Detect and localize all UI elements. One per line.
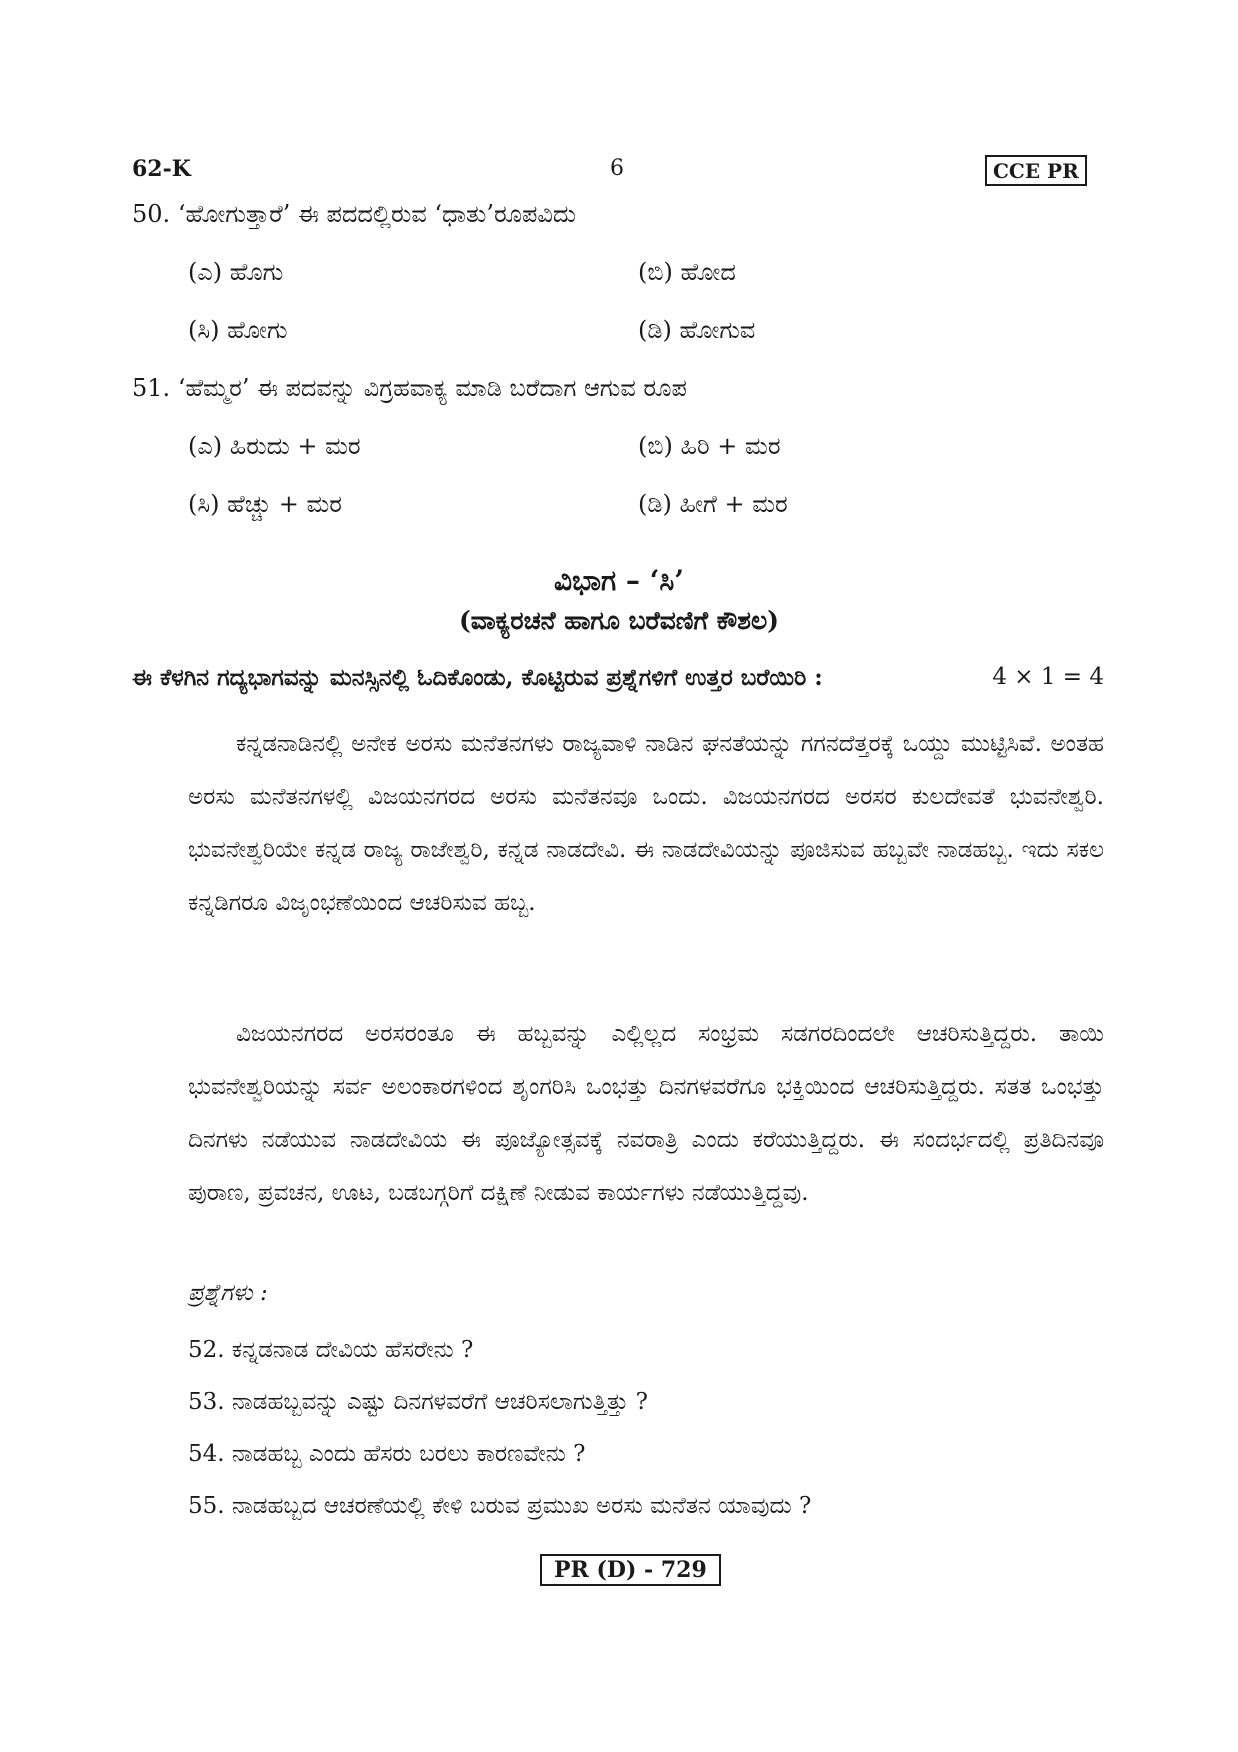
marks-allocation: 4 × 1 = 4 <box>992 664 1104 690</box>
page-number: 6 <box>610 156 624 181</box>
option-text: ಹೊಗು <box>229 258 284 286</box>
section-title: ವಿಭಾಗ – ‘ಸಿ’ <box>553 564 685 597</box>
question-51 <box>132 372 687 404</box>
question-50 <box>132 198 576 230</box>
question-52 <box>188 1334 473 1366</box>
option-d <box>638 488 788 520</box>
question-number: 52. <box>188 1337 225 1363</box>
section-subtitle: (ವಾಕ್ಯರಚನೆ ಹಾಗೂ ಬರೆವಣಿಗೆ ಕೌಶಲ) <box>458 606 780 635</box>
option-label: (ಡಿ) <box>638 490 672 518</box>
option-text: ಹೋಗು <box>227 316 288 344</box>
question-number: 53. <box>188 1389 225 1415</box>
question-number: 51. <box>132 374 171 402</box>
passage-paragraph-2: ವಿಜಯನಗರದ ಅರಸರಂತೂ ಈ ಹಬ್ಬವನ್ನು ಎಲ್ಲಿಲ್ಲದ ಸಂಭ್ರಮ ಸಡಗರದಿಂದಲೇ ಆಚರಿಸುತ್ತಿದ್ದರು. ತಾಯಿ ಭುವನೇಶ್ವರಿಯನ್ನು ಸರ್ವ ಅಲಂಕಾರಗಳಿಂದ ಶೃಂಗರಿಸಿ ಒಂಭತ್ತು ದಿನಗಳವರೆಗೂ ಭಕ್ತಿಯಿಂದ ಆಚರಿಸುತ್ತಿದ್ದರು. ಸತತ ಒಂಭತ್ತು ದಿನಗಳು ನಡೆಯುವ ನಾಡದೇವಿಯ ಈ ಪೂಜ್ಯೋತ್ಸವಕ್ಕೆ ನವರಾತ್ರಿ ಎಂದು ಕರೆಯುತ್ತಿದ್ದರು. ಈ ಸಂದರ್ಭದಲ್ಲಿ ಪ್ರತಿದಿನವೂ ಪುರಾಣ, ಪ್ರವಚನ, ಊಟ, ಬಡಬಗ್ಗರಿಗೆ ದಕ್ಷಿಣೆ ನೀಡುವ ಕಾರ್ಯಗಳು ನಡೆಯುತ್ತಿದ್ದವು. <box>188 1021 1104 1206</box>
question-text: ನಾಡಹಬ್ಬವನ್ನು ಎಷ್ಟು ದಿನಗಳವರೆಗೆ ಆಚರಿಸಲಾಗುತ್ತಿತ್ತು ? <box>231 1389 648 1415</box>
question-number: 54. <box>188 1441 225 1467</box>
question-53 <box>188 1386 648 1418</box>
cce-pr-box: CCE PR <box>985 155 1087 186</box>
option-c <box>188 314 288 346</box>
option-label: (ಸಿ) <box>188 490 220 518</box>
option-text: ಹಿರಿ + ಮರ <box>680 432 781 460</box>
option-text: ಹೋಗುವ <box>679 316 756 344</box>
questions-label: ಪ್ರಶ್ನೆಗಳು : <box>188 1280 268 1306</box>
option-a <box>188 430 361 462</box>
option-text: ಹೀಗೆ + ಮರ <box>679 490 788 518</box>
option-label: (ಎ) <box>188 258 223 286</box>
option-label: (ಎ) <box>188 432 223 460</box>
question-text: ನಾಡಹಬ್ಬದ ಆಚರಣೆಯಲ್ಲಿ ಕೇಳಿ ಬರುವ ಪ್ರಮುಖ ಅರಸು ಮನೆತನ ಯಾವುದು ? <box>231 1493 812 1519</box>
question-54 <box>188 1438 585 1470</box>
question-text: ನಾಡಹಬ್ಬ ಎಂದು ಹೆಸರು ಬರಲು ಕಾರಣವೇನು ? <box>231 1441 586 1467</box>
option-label: (ಸಿ) <box>188 316 220 344</box>
option-text: ಹೆಚ್ಚು + ಮರ <box>227 490 343 518</box>
option-label: (ಡಿ) <box>638 316 672 344</box>
option-b <box>638 430 781 462</box>
option-text: ಹೋದ <box>680 258 736 286</box>
option-a <box>188 256 283 288</box>
question-number: 50. <box>132 200 171 228</box>
question-55 <box>188 1490 811 1522</box>
passage-paragraph-1: ಕನ್ನಡನಾಡಿನಲ್ಲಿ ಅನೇಕ ಅರಸು ಮನೆತನಗಳು ರಾಜ್ಯವಾಳಿ ನಾಡಿನ ಘನತೆಯನ್ನು ಗಗನದೆತ್ತರಕ್ಕೆ ಒಯ್ದು ಮುಟ್ಟಿಸಿವೆ. ಅಂತಹ ಅರಸು ಮನೆತನಗಳಲ್ಲಿ ವಿಜಯನಗರದ ಅರಸು ಮನೆತನವೂ ಒಂದು. ವಿಜಯನಗರದ ಅರಸರ ಕುಲದೇವತೆ ಭುವನೇಶ್ವರಿ. ಭುವನೇಶ್ವರಿಯೇ ಕನ್ನಡ ರಾಜ್ಯ ರಾಜೇಶ್ವರಿ, ಕನ್ನಡ ನಾಡದೇವಿ. ಈ ನಾಡದೇವಿಯನ್ನು ಪೂಜಿಸುವ ಹಬ್ಬವೇ ನಾಡಹಬ್ಬ. ಇದು ಸಕಲ ಕನ್ನಡಿಗರೂ ವಿಜೃಂಭಣೆಯಿಂದ ಆಚರಿಸುವ ಹಬ್ಬ. <box>188 731 1104 916</box>
question-text: ‘ಹೆಮ್ಮರ’ ಈ ಪದವನ್ನು ವಿಗ್ರಹವಾಕ್ಯ ಮಾಡಿ ಬರೆದಾಗ ಆಗುವ ರೂಪ <box>177 374 687 402</box>
option-label: (ಬಿ) <box>638 432 673 460</box>
paper-code: 62-K <box>132 156 191 182</box>
option-c <box>188 488 342 520</box>
question-number: 55. <box>188 1493 225 1519</box>
option-d <box>638 314 755 346</box>
question-text: ಕನ್ನಡನಾಡ ದೇವಿಯ ಹೆಸರೇನು ? <box>231 1337 474 1363</box>
option-text: ಹಿರುದು + ಮರ <box>229 432 361 460</box>
footer-code-box: PR (D) - 729 <box>540 1554 721 1586</box>
option-b <box>638 256 736 288</box>
option-label: (ಬಿ) <box>638 258 673 286</box>
question-text: ‘ಹೋಗುತ್ತಾರೆ’ ಈ ಪದದಲ್ಲಿರುವ ‘ಧಾತು’ರೂಪವಿದು <box>177 200 576 228</box>
section-instruction: ಈ ಕೆಳಗಿನ ಗದ್ಯಭಾಗವನ್ನು ಮನಸ್ಸಿನಲ್ಲಿ ಓದಿಕೊಂಡು, ಕೊಟ್ಟಿರುವ ಪ್ರಶ್ನೆಗಳಿಗೆ ಉತ್ತರ ಬರೆಯಿರಿ : <box>132 664 823 691</box>
